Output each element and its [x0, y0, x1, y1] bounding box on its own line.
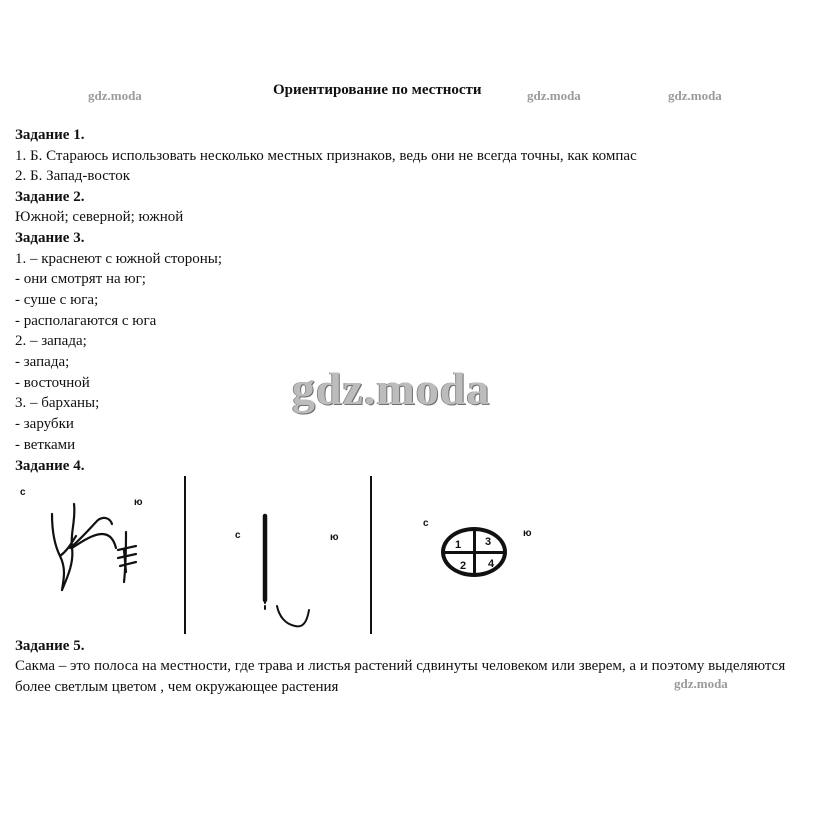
divider: [370, 476, 372, 634]
watermark: gdz.moda: [527, 88, 581, 103]
quadrant-circle: [441, 527, 507, 577]
watermark: gdz.moda: [668, 88, 722, 103]
tree-sketch-icon: [40, 490, 160, 600]
task3-line: - располагаются с юга: [15, 313, 157, 329]
quadrant-label: 3: [485, 536, 492, 548]
task1-heading: Задание 1.: [15, 127, 85, 143]
task3-line: - зарубки: [15, 416, 74, 432]
task3-line: 3. – барханы;: [15, 395, 100, 411]
task3-line: - суше с юга;: [15, 292, 99, 308]
watermark: gdz.moda: [674, 676, 728, 691]
task2-answer: Южной; северной; южной: [15, 209, 184, 225]
divider: [184, 476, 186, 634]
quadrant-label: 4: [488, 558, 495, 570]
task3-line: - восточной: [15, 375, 90, 391]
task5-heading: Задание 5.: [15, 638, 85, 654]
north-label: с: [20, 487, 26, 498]
quadrant-label: 1: [455, 539, 462, 551]
task1-answer-2: 2. Б. Запад-восток: [15, 168, 131, 184]
task2-heading: Задание 2.: [15, 189, 85, 205]
quadrant-label: 2: [460, 560, 467, 572]
task3-line: - запада;: [15, 354, 70, 370]
page-title: Ориентирование по местности: [273, 82, 482, 98]
south-label: ю: [523, 528, 532, 539]
watermark: gdz.moda: [88, 88, 142, 103]
south-label: ю: [330, 532, 339, 543]
task3-heading: Задание 3.: [15, 230, 85, 246]
task3-line: 2. – запада;: [15, 333, 87, 349]
task1-answer-1: 1. Б. Стараюсь использовать несколько местных признаков, ведь они не всегда точны, как компас: [15, 148, 637, 164]
task5-answer: Сакма – это полоса на местности, где трава и листья растений сдвинуты человеком или зверем, а и поэтому выделяются более светлым цветом , чем окружающее растения: [15, 658, 786, 695]
pole-sketch-icon: [255, 510, 325, 635]
task3-line: - они смотрят на юг;: [15, 271, 146, 287]
task3-line: - ветками: [15, 437, 76, 453]
south-label: ю: [134, 497, 143, 508]
watermark-large: gdz.moda: [292, 363, 491, 414]
north-label: с: [235, 530, 241, 541]
task3-line: 1. – краснеют с южной стороны;: [15, 251, 223, 267]
task4-heading: Задание 4.: [15, 458, 85, 474]
north-label: с: [423, 518, 429, 529]
